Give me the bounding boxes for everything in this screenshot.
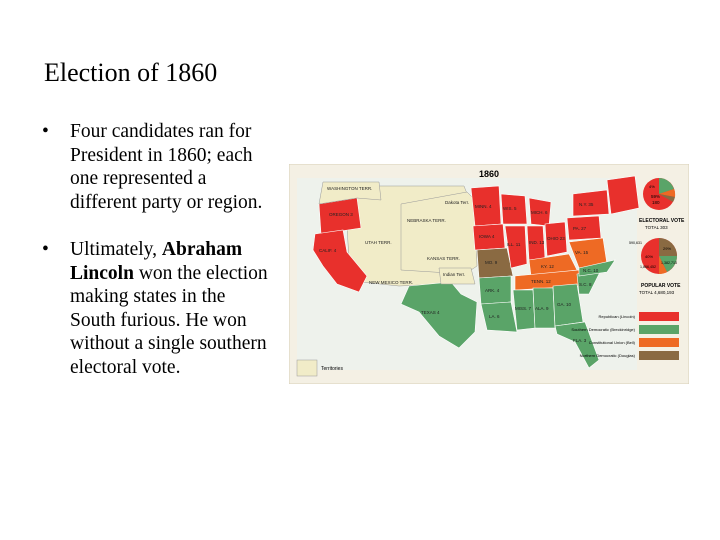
state-new-england [607, 176, 639, 214]
label-pennsylvania: PA. 27 [573, 226, 587, 231]
pv-pct-2: 29% [663, 246, 672, 251]
label-california: CALIF. 4 [319, 248, 337, 253]
electoral-vote-total: TOTAL 303 [645, 225, 668, 230]
label-nebraska: NEBRASKA TERR. [407, 218, 446, 223]
bullet-text: Ultimately, Abraham Lincoln won the election making states in the South furious. He won without a single southern electoral vote. [70, 239, 268, 378]
label-missouri: MO. 9 [485, 260, 498, 265]
legend-label: Constitutional Union (Bell) [588, 340, 635, 345]
bullet-bold-name: Abraham Lincoln [70, 239, 243, 284]
legend-swatch [639, 338, 679, 347]
label-georgia: GA. 10 [557, 302, 572, 307]
electoral-vote-label: ELECTORAL VOTE [639, 218, 685, 224]
label-new-mexico: NEW MEXICO TERR. [369, 280, 414, 285]
label-michigan: MICH. 6 [531, 210, 548, 215]
label-virginia: VA. 15 [575, 250, 589, 255]
legend-swatch [639, 351, 679, 360]
label-north-carolina: N.C. 10 [583, 268, 599, 273]
label-dakota: Dakota Terr. [445, 200, 470, 205]
bullet-item [40, 120, 275, 214]
legend-swatch [639, 312, 679, 321]
bullet-text: Four candidates ran for President in 1860; each one represented a different party or region. [70, 121, 263, 213]
territory-swatch [297, 360, 317, 376]
label-indian-terr: Indian Terr. [443, 272, 466, 277]
label-louisiana: LA. 6 [489, 314, 500, 319]
label-arkansas: ARK. 4 [485, 288, 500, 293]
bullet-list [40, 120, 275, 403]
pv-num-1: 1,866,452 [640, 265, 656, 269]
label-washington: WASHINGTON TERR. [327, 186, 373, 191]
label-utah: UTAH TERR. [365, 240, 392, 245]
legend-swatch [639, 325, 679, 334]
legend-label: Republican (Lincoln) [598, 314, 635, 319]
label-ohio: OHIO 23 [547, 236, 565, 241]
territories-label: Territories [321, 366, 343, 372]
pv-pct-1: 40% [645, 254, 654, 259]
label-indiana: IND. 13 [529, 240, 545, 245]
bullet-dot: • [42, 121, 49, 142]
label-mississippi: MISS. 7 [515, 306, 532, 311]
label-florida: FLA. 3 [573, 338, 587, 343]
label-tennessee: TENN. 12 [531, 279, 551, 284]
legend-label: Northern Democratic (Douglas) [579, 353, 635, 358]
label-wisconsin: WIS. 5 [503, 206, 517, 211]
label-illinois: ILL. 11 [507, 242, 521, 247]
ev-pct-2: 59% [651, 194, 661, 199]
bullet-item [40, 238, 275, 379]
ev-pct-1: 4% [649, 184, 655, 189]
label-new-york: N.Y. 35 [579, 202, 594, 207]
label-kansas: KANSAS TERR. [427, 256, 460, 261]
popular-vote-total: TOTAL 4,680,193 [639, 290, 675, 295]
map-year: 1860 [479, 169, 500, 179]
popular-vote-label: POPULAR VOTE [641, 283, 681, 289]
label-south-carolina: S.C. 8 [579, 282, 592, 287]
bullet-dot: • [42, 239, 49, 260]
election-map [289, 164, 689, 384]
label-texas: TEXAS 4 [421, 310, 440, 315]
label-iowa: IOWA 4 [479, 234, 495, 239]
label-oregon: OREGON 3 [329, 212, 353, 217]
label-minnesota: MINN. 4 [475, 204, 492, 209]
legend-label: Southern Democratic (Breckinridge) [571, 327, 635, 332]
pv-num-2: 1,382,713 [661, 261, 677, 265]
ev-num-1: 180 [652, 200, 660, 205]
electoral-vote-pie [643, 178, 675, 210]
label-kentucky: KY. 12 [541, 264, 554, 269]
pv-num-3: 590,631 [629, 241, 642, 245]
label-alabama: ALA. 9 [535, 306, 549, 311]
slide-title: Election of 1860 [44, 58, 218, 87]
